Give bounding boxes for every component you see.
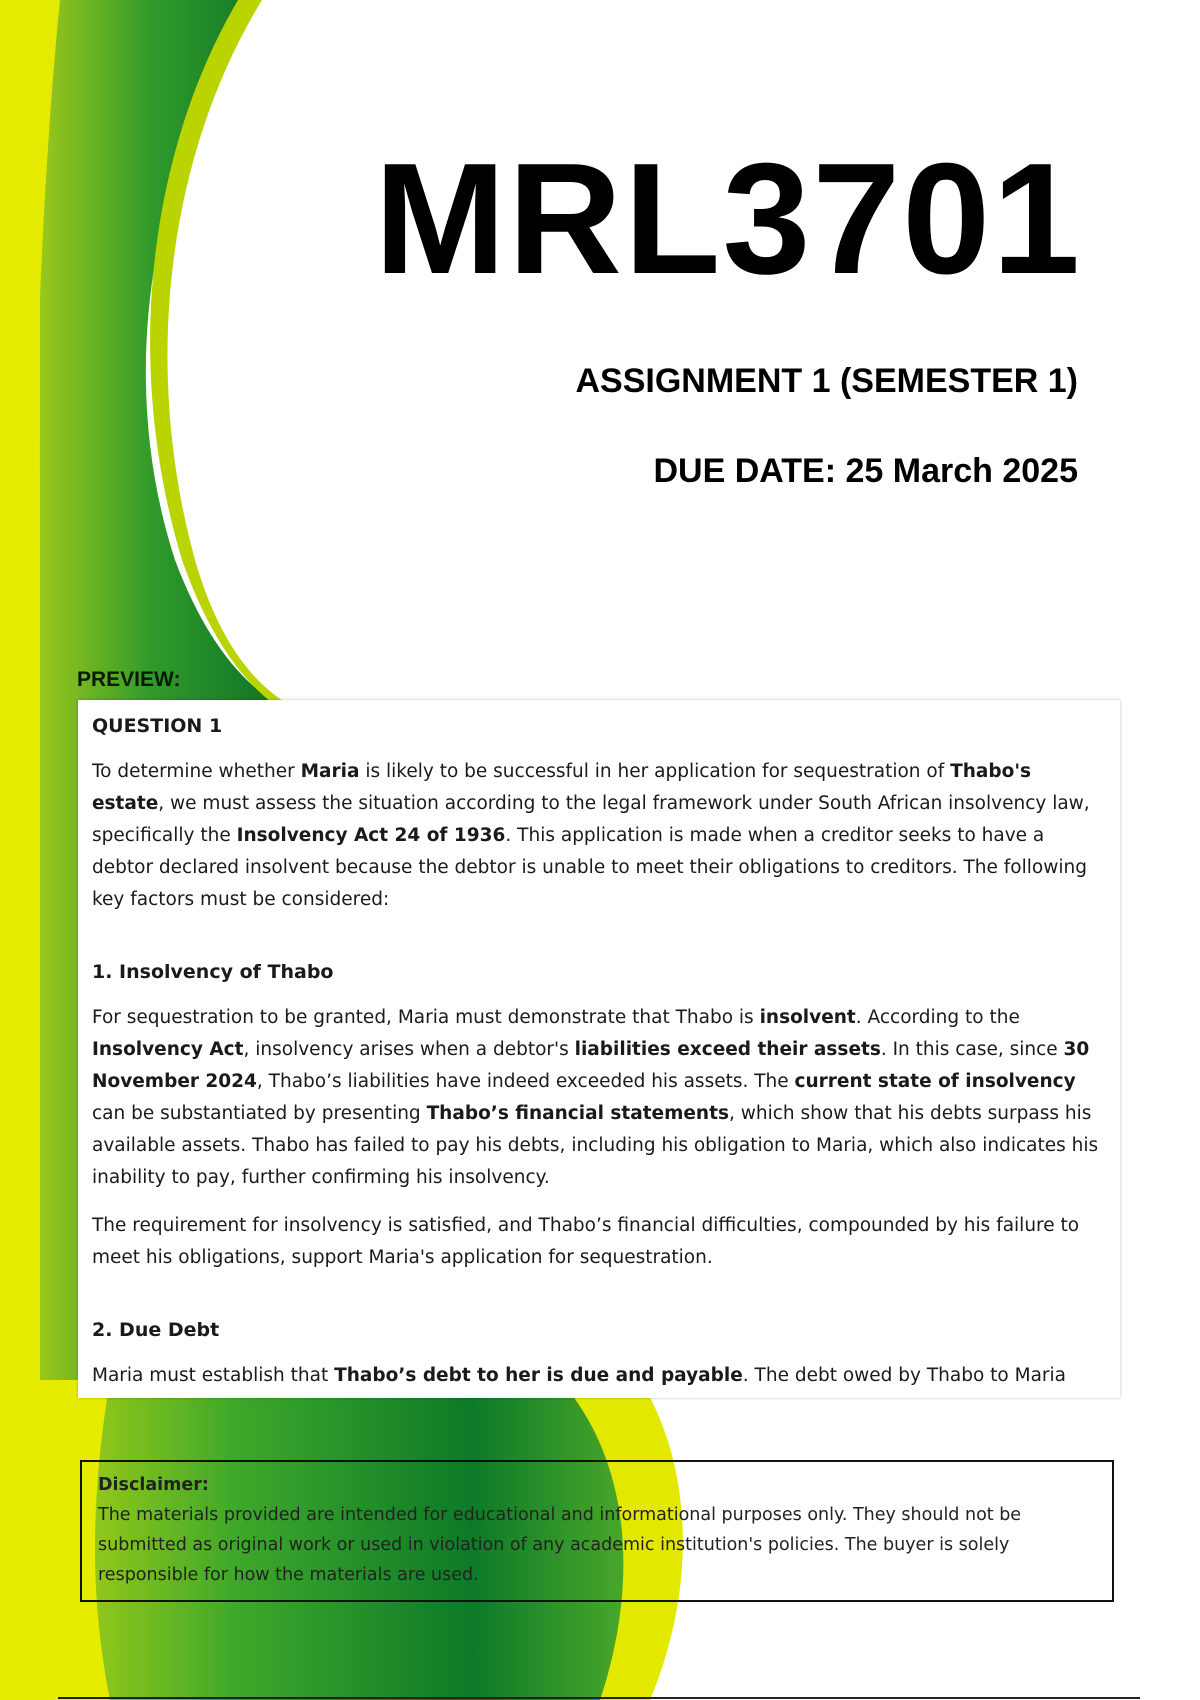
insolvency-conclusion-paragraph: The requirement for insolvency is satisfied, and Thabo’s financial difficulties, compounded by his failure to meet his obligations, support Maria's application for sequestration. <box>92 1215 1080 1268</box>
intro-paragraph: To determine whether Maria is likely to be successful in her application for sequestration of Thabo's estate, we must assess the situation according to the legal framework under South African insolvency law, specifically the Insolvency Act 24 of 1936. This application is made when a creditor seeks to have a debtor declared insolvent because the debtor is unable to meet their obligations to creditors. The following key factors must be considered: <box>92 761 1090 910</box>
section-heading-insolvency: 1. Insolvency of Thabo <box>92 961 334 983</box>
disclaimer-title: Disclaimer: <box>98 1475 209 1495</box>
question-heading: QUESTION 1 <box>92 715 223 737</box>
insolvency-paragraph: For sequestration to be granted, Maria must demonstrate that Thabo is insolvent. According to the Insolvency Act, insolvency arises when a debtor's liabilities exceed their assets. In this case, since 30 November 2024, Thabo’s liabilities have indeed exceeded his assets. The current state of insolvency can be substantiated by presenting Thabo’s financial statements, which show that his debts surpass his available assets. Thabo has failed to pay his debts, including his obligation to Maria, which also indicates his inability to pay, further confirming his insolvency. <box>92 1007 1099 1188</box>
disclaimer-text: The materials provided are intended for educational and informational purposes only. They should not be submitted as original work or used in violation of any academic institution's policies. The buyer is solely responsible for how the materials are used. <box>98 1505 1022 1585</box>
preview-panel <box>78 700 1120 1398</box>
due-debt-paragraph: Maria must establish that Thabo’s debt to her is due and payable. The debt owed by Thabo to Maria <box>92 1365 1066 1386</box>
section-heading-due-debt: 2. Due Debt <box>92 1319 220 1341</box>
preview-label: PREVIEW: <box>77 668 181 691</box>
assignment-title: ASSIGNMENT 1 (SEMESTER 1) <box>575 362 1078 400</box>
disclaimer-box <box>80 1460 1114 1602</box>
bottom-divider <box>58 1697 1140 1699</box>
course-code-title: MRL3701 <box>374 131 1082 307</box>
due-date: DUE DATE: 25 March 2025 <box>653 452 1078 490</box>
